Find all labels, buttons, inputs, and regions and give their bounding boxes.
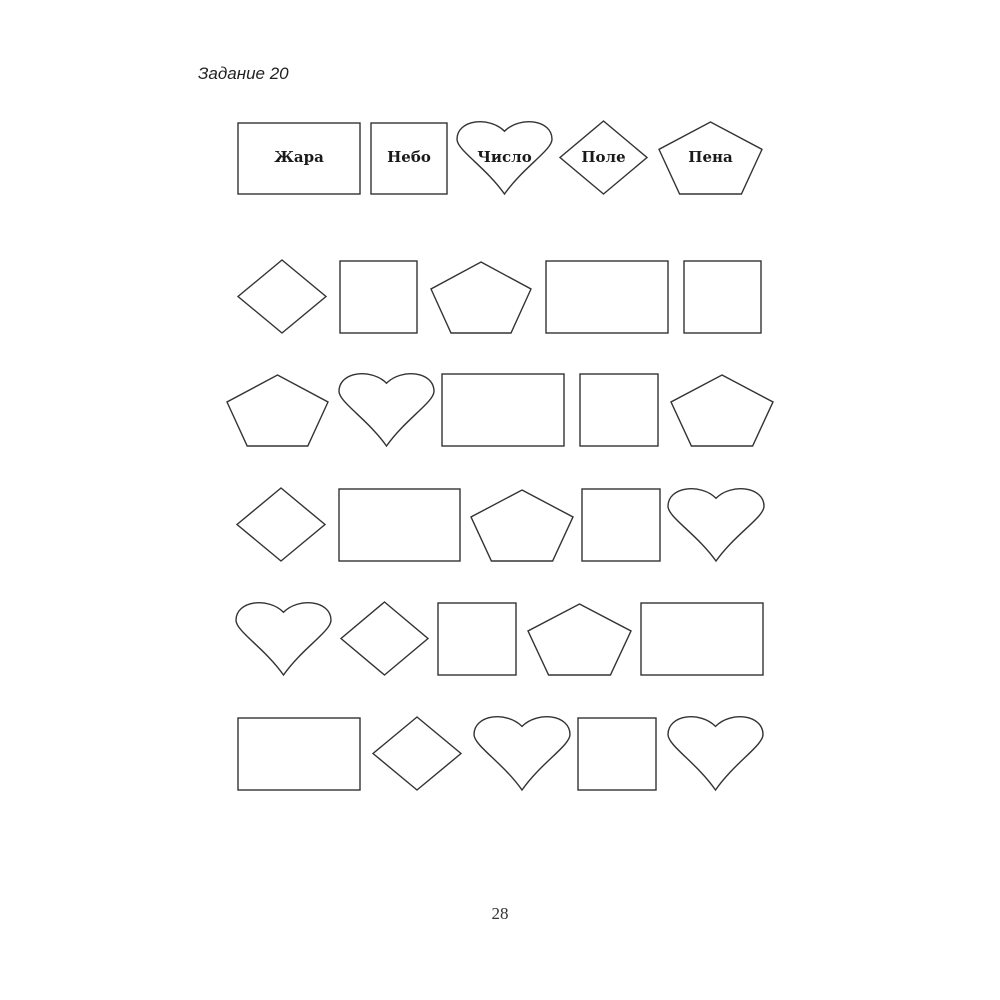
key-word: Поле [581,148,626,166]
pentagon-shape [671,375,773,446]
diamond-shape [373,717,461,790]
key-item [560,121,647,194]
rectangle-shape [238,718,360,790]
key-item [371,123,447,194]
key-item [238,123,360,194]
key-word: Пена [688,148,733,166]
task-title: Задание 20 [198,64,289,83]
shape-row [238,260,761,333]
square-shape [340,261,417,333]
page-number: 28 [491,904,509,923]
diamond-shape [238,260,326,333]
heart-shape [668,489,764,561]
heart-shape [474,717,570,790]
key-word: Небо [387,148,431,166]
key-row [238,121,762,194]
pentagon-shape [528,604,631,675]
rectangle-shape [442,374,564,446]
diamond-shape [341,602,428,675]
square-shape [684,261,761,333]
shape-row [227,374,773,446]
key-word: Число [477,148,532,166]
shape-row [237,488,764,561]
square-shape [580,374,658,446]
shape-grid [227,260,773,790]
diamond-shape [237,488,325,561]
rectangle-shape [546,261,668,333]
square-shape [582,489,660,561]
shape-row [238,717,763,790]
square-shape [438,603,516,675]
key-word: Жара [274,148,324,166]
square-shape [578,718,656,790]
pentagon-shape [471,490,573,561]
shape-row [236,602,763,675]
pentagon-shape [227,375,328,446]
heart-shape [236,603,331,675]
heart-shape [339,374,434,446]
rectangle-shape [641,603,763,675]
key-item [659,122,762,194]
rectangle-shape [339,489,460,561]
heart-shape [668,717,763,790]
pentagon-shape [431,262,531,333]
key-item [457,122,552,194]
